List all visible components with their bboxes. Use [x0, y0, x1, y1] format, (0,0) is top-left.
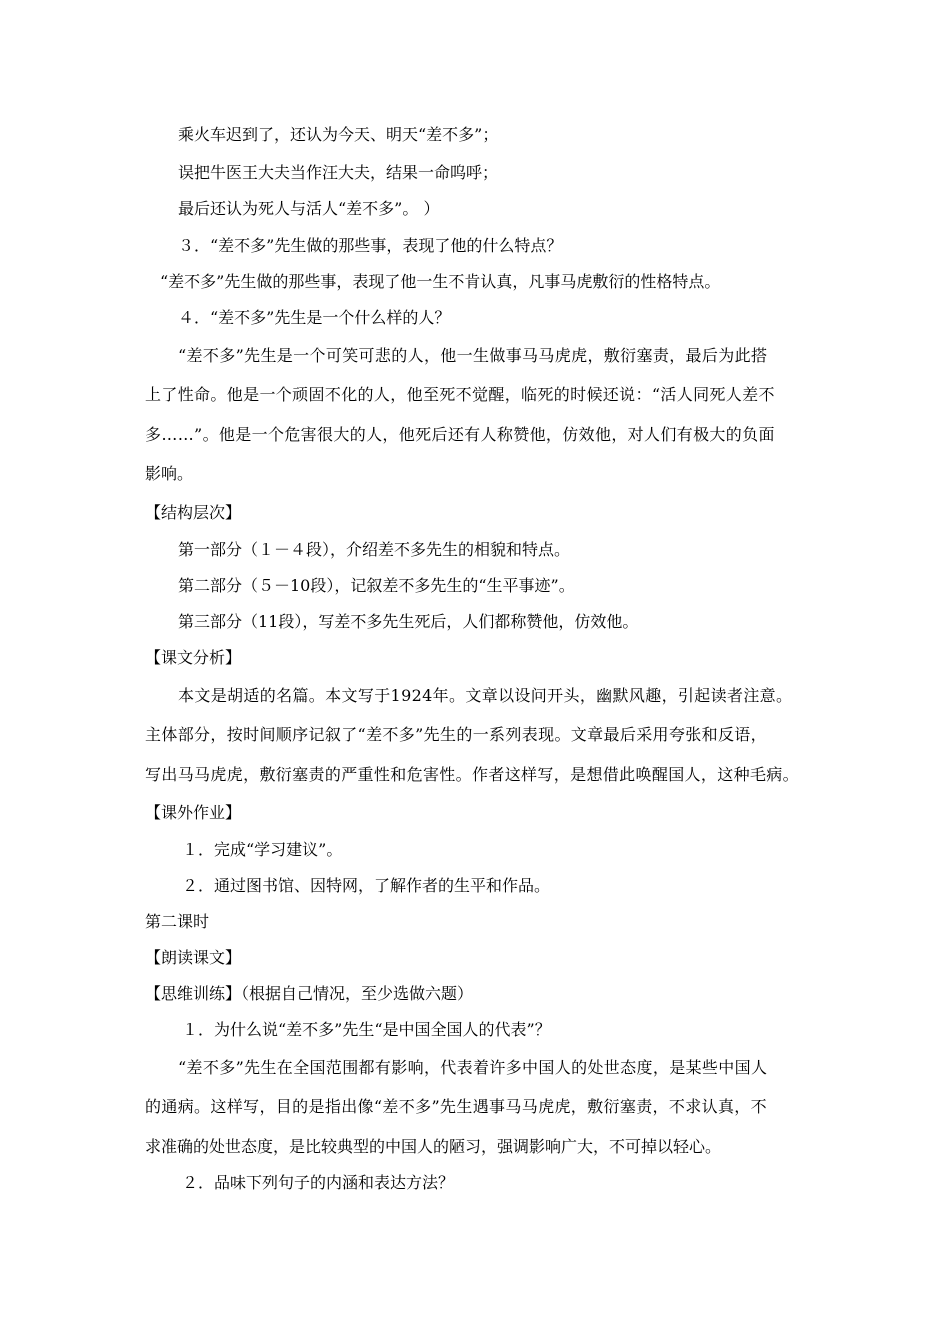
section-heading-thinking: 【思维训练】（根据自己情况，至少选做六题）	[145, 984, 474, 1003]
homework-item-1: １．完成“学习建议”。	[182, 840, 343, 859]
section-heading-analysis: 【课文分析】	[145, 648, 242, 667]
section-heading-reading: 【朗读课文】	[145, 948, 242, 967]
question-4: ４．“差不多”先生是一个什么样的人？	[178, 308, 451, 327]
answer-4-line: 上了性命。他是一个顽固不化的人，他至死不觉醒，临死的时候还说：“活人同死人差不	[145, 385, 775, 404]
text-line: 乘火车迟到了，还认为今天、明天“差不多”；	[178, 125, 499, 144]
thinking-question-1: １．为什么说“差不多”先生“是中国全国人的代表”？	[182, 1020, 551, 1039]
homework-item-2: ２．通过图书馆、因特网，了解作者的生平和作品。	[182, 876, 551, 895]
thinking-question-2: ２．品味下列句子的内涵和表达方法？	[182, 1173, 455, 1192]
answer-4-line: “差不多”先生是一个可笑可悲的人，他一生做事马马虎虎，敷衍塞责，最后为此搭	[178, 346, 768, 365]
analysis-line: 主体部分，按时间顺序记叙了“差不多”先生的一系列表现。文章最后采用夸张和反语，	[145, 725, 768, 744]
section-heading-structure: 【结构层次】	[145, 503, 242, 522]
answer-4-line: 多……”。他是一个危害很大的人，他死后还有人称赞他，仿效他，对人们有极大的负面	[145, 425, 775, 444]
question-3: ３．“差不多”先生做的那些事，表现了他的什么特点？	[178, 236, 563, 255]
thinking-answer-1-line: 的通病。这样写，目的是指出像“差不多”先生遇事马马虎虎，敷衍塞责，不求认真，不	[145, 1097, 768, 1116]
answer-4-line: 影响。	[145, 464, 194, 483]
analysis-line: 本文是胡适的名篇。本文写于1924年。文章以设问开头，幽默风趣，引起读者注意。	[178, 686, 793, 705]
thinking-answer-1-line: “差不多”先生在全国范围都有影响，代表着许多中国人的处世态度，是某些中国人	[178, 1058, 768, 1077]
structure-part-3: 第三部分（11段），写差不多先生死后，人们都称赞他，仿效他。	[178, 612, 639, 631]
analysis-line: 写出马马虎虎，敷衍塞责的严重性和危害性。作者这样写，是想借此唤醒国人，这种毛病。	[145, 765, 800, 784]
text-line: 最后还认为死人与活人“差不多”。 ）	[178, 199, 440, 218]
thinking-answer-1-line: 求准确的处世态度，是比较典型的中国人的陋习，强调影响广大，不可掉以轻心。	[145, 1137, 722, 1156]
text-line: 误把牛医王大夫当作汪大夫，结果一命呜呼；	[178, 163, 499, 182]
structure-part-1: 第一部分（１－４段），介绍差不多先生的相貌和特点。	[178, 540, 571, 559]
section-heading-homework: 【课外作业】	[145, 803, 242, 822]
lesson-2-title: 第二课时	[145, 912, 210, 931]
structure-part-2: 第二部分（５－10段），记叙差不多先生的“生平事迹”。	[178, 576, 575, 595]
answer-3: “差不多”先生做的那些事，表现了他一生不肯认真，凡事马虎敷衍的性格特点。	[160, 272, 721, 291]
